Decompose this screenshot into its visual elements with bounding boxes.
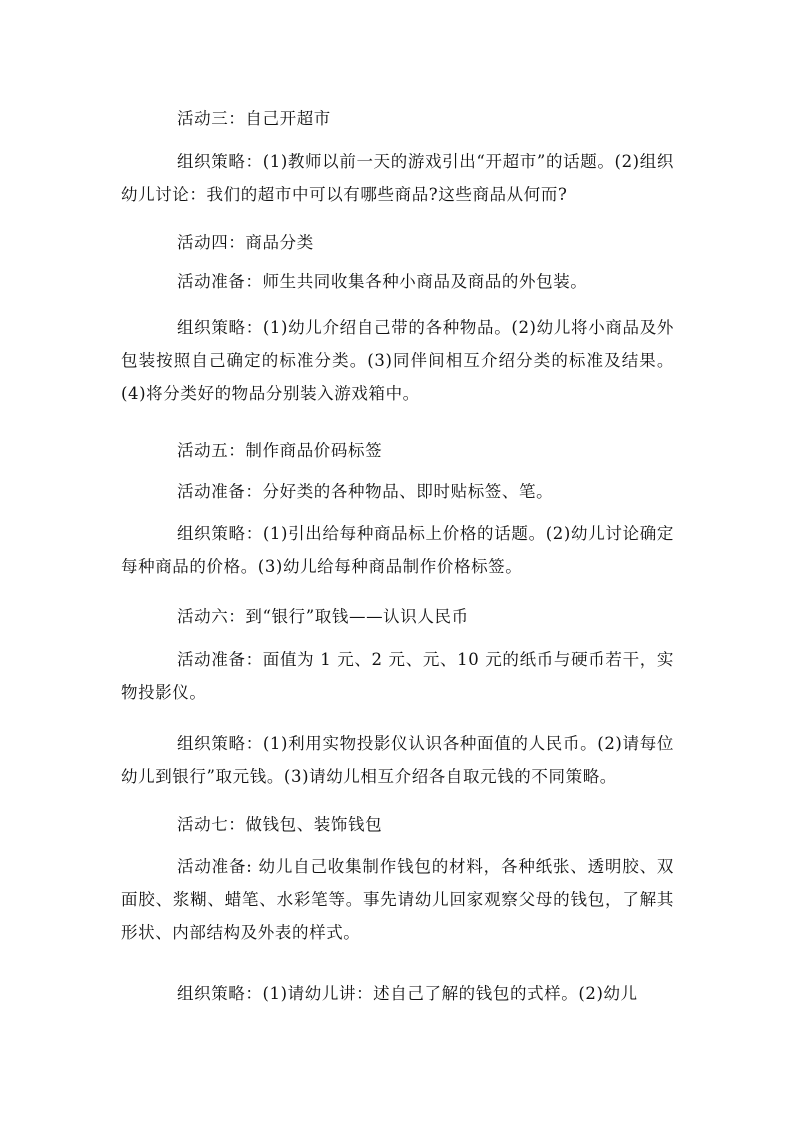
activity-six-preparation: 活动准备：面值为 1 元、2 元、元、10 元的纸币与硬币若干，实物投影仪。: [121, 650, 674, 702]
activity-seven-preparation: 活动准备: 幼儿自己收集制作钱包的材料，各种纸张、透明胶、双面胶、浆糊、蜡笔、水彩笔等。事先请幼儿回家观察父母的钱包，了解其形状、内部结构及外表的样式。: [121, 857, 674, 942]
activity-five-preparation: 活动准备：分好类的各种物品、即时贴标签、笔。: [177, 482, 554, 501]
activity-seven-title: 活动七：做钱包、装饰钱包: [177, 815, 383, 834]
activity-three-title: 活动三：自己开超市: [177, 109, 331, 128]
activity-four-strategy: 组织策略：(1)幼儿介绍自己带的各种物品。(2)幼儿将小商品及外包装按照自己确定的标准分类。(3)同伴间相互介绍分类的标准及结果。(4)将分类好的物品分别装入游戏箱中。: [121, 318, 674, 403]
activity-five-title: 活动五：制作商品价码标签: [177, 441, 383, 460]
activity-six-strategy: 组织策略：(1)利用实物投影仪认识各种面值的人民币。(2)请每位幼儿到银行”取元钱。(3)请幼儿相互介绍各自取元钱的不同策略。: [121, 734, 674, 786]
activity-five-strategy: 组织策略：(1)引出给每种商品标上价格的话题。(2)幼儿讨论确定每种商品的价格。(3)幼儿给每种商品制作价格标签。: [121, 524, 674, 576]
activity-four-title: 活动四：商品分类: [177, 233, 314, 252]
activity-seven-strategy: 组织策略：(1)请幼儿讲：述自己了解的钱包的式样。(2)幼儿: [177, 984, 638, 1003]
activity-four-preparation: 活动准备：师生共同收集各种小商品及商品的外包装。: [177, 272, 588, 291]
activity-six-title: 活动六：到“银行”取钱——认识人民币: [177, 607, 469, 626]
activity-three-strategy: 组织策略：(1)教师以前一天的游戏引出“开超市”的话题。(2)组织幼儿讨论：我们的超市中可以有哪些商品?这些商品从何而?: [121, 152, 674, 204]
